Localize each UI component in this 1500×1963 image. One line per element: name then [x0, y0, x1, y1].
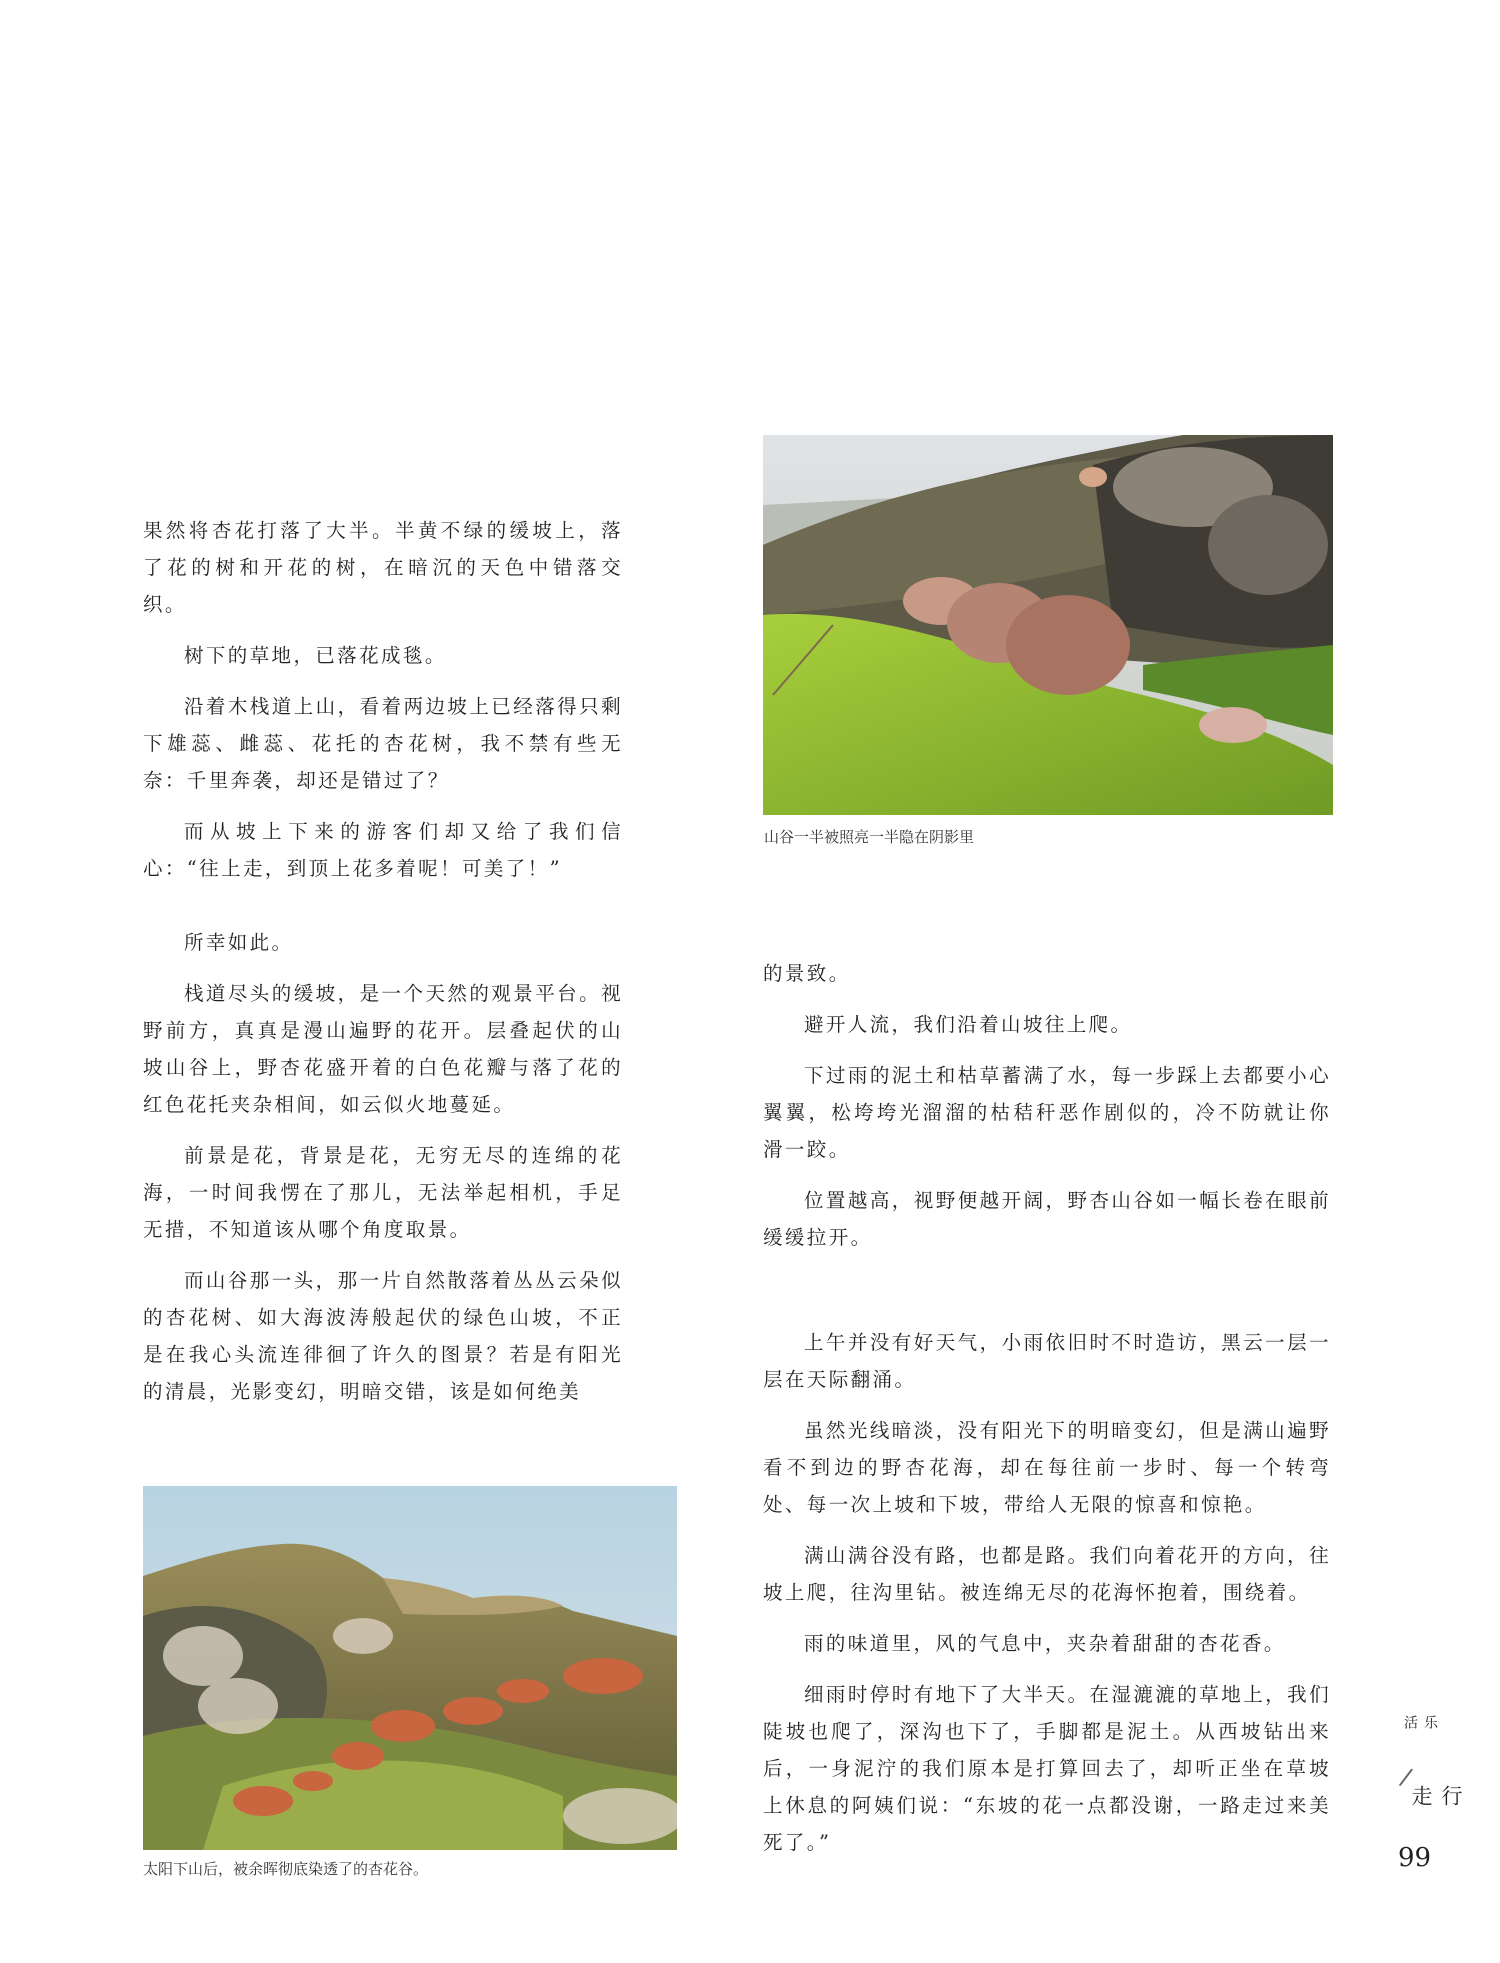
section-label-part1: 乐活 [1402, 1715, 1438, 1730]
paragraph: 栈道尽头的缓坡，是一个天然的观景平台。视野前方，真真是漫山遍野的花开。层叠起伏的山坡山谷上，野杏花盛开着的白色花瓣与落了花的红色花托夹杂相间，如云似火地蔓延。 [143, 982, 623, 1116]
paragraph: 避开人流，我们沿着山坡往上爬。 [803, 1013, 1133, 1036]
left-text-block-1 [143, 512, 623, 901]
section-divider: / [1397, 1762, 1415, 1792]
paragraph: 而山谷那一头，那一片自然散落着丛丛云朵似的杏花树、如大海波涛般起伏的绿色山坡，不正是在我心头流连徘徊了许久的图景？若是有阳光的清晨，光影变幻，明暗交错，该是如何绝美 [143, 1269, 623, 1403]
photo-caption-bottom: 太阳下山后，被余晖彻底染透了的杏花谷。 [143, 1860, 429, 1878]
right-text-block-2 [763, 1324, 1331, 1875]
paragraph: 所幸如此。 [183, 931, 294, 954]
page-number: 99 [1398, 1843, 1432, 1873]
photo-caption-top: 山谷一半被照亮一半隐在阴影里 [764, 828, 975, 846]
paragraph: 雨的味道里，风的气息中，夹杂着甜甜的杏花香。 [803, 1632, 1286, 1655]
paragraph: 果然将杏花打落了大半。半黄不绿的缓坡上，落了花的树和开花的树，在暗沉的天色中错落交织。 [143, 519, 623, 616]
left-text-block-2 [143, 924, 623, 1424]
paragraph: 虽然光线暗淡，没有阳光下的明暗变幻，但是满山遍野看不到边的野杏花海，却在每往前一步时、每一个转弯处、每一次上坡和下坡，带给人无限的惊喜和惊艳。 [763, 1419, 1331, 1516]
paragraph: 下过雨的泥土和枯草蓄满了水，每一步踩上去都要小心翼翼，松垮垮光溜溜的枯秸秆恶作剧似的，冷不防就让你滑一跤。 [763, 1064, 1331, 1161]
paragraph: 细雨时停时有地下了大半天。在湿漉漉的草地上，我们陡坡也爬了，深沟也下了，手脚都是泥土。从西坡钻出来后，一身泥泞的我们原本是打算回去了，却听正坐在草坡上休息的阿姨们说：“东坡的花一点都没谢，一路走过来美死了。” [763, 1683, 1331, 1854]
section-label-part2: 行走 [1409, 1785, 1463, 1806]
sunset-valley-photo-image [143, 1486, 677, 1850]
paragraph: 的景致。 [763, 962, 851, 985]
paragraph: 满山满谷没有路，也都是路。我们向着花开的方向，往坡上爬，往沟里钻。被连绵无尽的花海怀抱着，围绕着。 [763, 1544, 1331, 1604]
valley-photo [763, 435, 1333, 815]
paragraph: 位置越高，视野便越开阔，野杏山谷如一幅长卷在眼前缓缓拉开。 [763, 1189, 1331, 1249]
paragraph: 沿着木栈道上山，看着两边坡上已经落得只剩下雄蕊、雌蕊、花托的杏花树，我不禁有些无奈：千里奔袭，却还是错过了？ [143, 695, 623, 792]
paragraph: 而从坡上下来的游客们却又给了我们信心：“往上走，到顶上花多着呢！可美了！” [143, 820, 623, 880]
paragraph: 上午并没有好天气，小雨依旧时不时造访，黑云一层一层在天际翻涌。 [763, 1331, 1331, 1391]
paragraph: 树下的草地，已落花成毯。 [183, 644, 447, 667]
right-text-block-1 [763, 955, 1331, 1270]
sunset-valley-photo [143, 1486, 677, 1850]
valley-photo-image [763, 435, 1333, 815]
paragraph: 前景是花，背景是花，无穷无尽的连绵的花海，一时间我愣在了那儿，无法举起相机，手足无措，不知道该从哪个角度取景。 [143, 1144, 623, 1241]
